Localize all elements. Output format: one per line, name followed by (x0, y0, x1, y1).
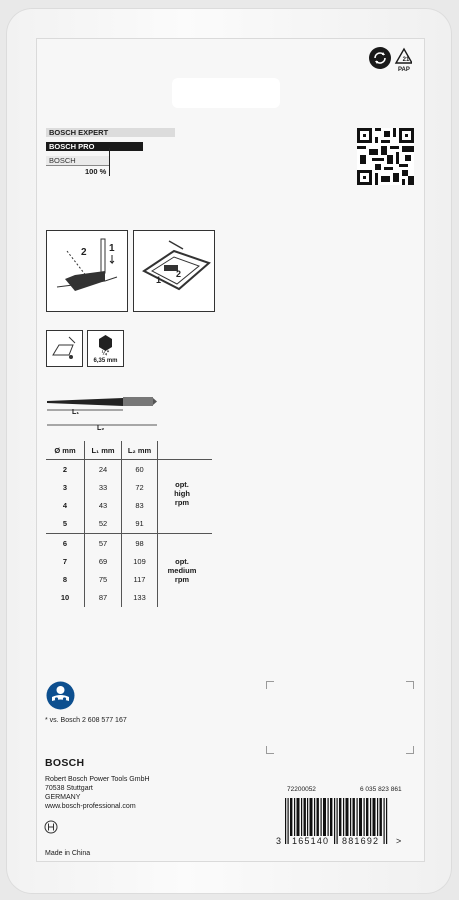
table-row (46, 533, 212, 552)
cell-l1: 33 (85, 478, 122, 496)
header-diameter: Ø mm (46, 441, 85, 460)
cell-l1: 57 (85, 533, 122, 552)
cell-l2: 91 (122, 515, 158, 534)
cell-l1: 87 (85, 589, 122, 607)
label-corner (266, 746, 274, 754)
barcode-digits-left: 165140 (292, 836, 330, 846)
cell-diameter: 2 (46, 460, 85, 479)
address-line: GERMANY (45, 794, 81, 801)
cell-l1: 52 (85, 515, 122, 534)
tier-percent: 100 % (85, 167, 107, 176)
table-row (46, 515, 212, 534)
hang-hole (172, 78, 280, 108)
tier-standard: BOSCH (46, 156, 109, 166)
recycling-code: 21 (402, 57, 410, 63)
material-icon (46, 330, 83, 367)
brand-logo: BOSCH (45, 757, 85, 769)
cell-l2: 72 (122, 478, 158, 496)
table-header-row (46, 441, 212, 460)
article-number: 6 035 823 861 (360, 786, 402, 793)
case-usage-icon (133, 230, 215, 312)
cell-l2: 98 (122, 533, 158, 552)
cell-diameter: 10 (46, 589, 85, 607)
cell-l2: 109 (122, 552, 158, 570)
cell-l1: 43 (85, 497, 122, 515)
address-line: 70538 Stuttgart (45, 785, 93, 792)
cell-l2: 83 (122, 497, 158, 515)
header-l2: L₂ mm (122, 441, 158, 460)
qr-code[interactable] (357, 128, 414, 185)
footnote: * vs. Bosch 2 608 577 167 (45, 717, 127, 724)
tier-marker (109, 148, 110, 176)
rpm-medium-label: opt. medium rpm (167, 557, 197, 584)
l2-label: L₂ (97, 425, 105, 432)
website-link[interactable]: www.bosch-professional.com (45, 803, 136, 810)
address-block (45, 775, 150, 811)
label-corner (266, 681, 274, 689)
cell-l2: 133 (122, 589, 158, 607)
cell-diameter: 3 (46, 478, 85, 496)
cell-l1: 69 (85, 552, 122, 570)
cell-l1: 75 (85, 570, 122, 588)
header-l1: L₁ mm (85, 441, 122, 460)
cell-diameter: 5 (46, 515, 85, 534)
l1-label: L₁ (72, 409, 80, 416)
cell-diameter: 8 (46, 570, 85, 588)
table-row (46, 460, 212, 479)
made-in: Made in China (45, 850, 91, 857)
cell-l1: 24 (85, 460, 122, 479)
drill-usage-icon (46, 230, 128, 312)
barcode-quiet-marker: > (396, 836, 402, 846)
table-row (46, 589, 212, 607)
cell-l2: 60 (122, 460, 158, 479)
svg-text:1: 1 (109, 243, 115, 254)
label-corner (406, 746, 414, 754)
header-rpm (158, 441, 213, 460)
tier-pro: BOSCH PRO (46, 142, 143, 151)
cell-diameter: 4 (46, 497, 85, 515)
label-corner (406, 681, 414, 689)
hex-shank-icon (87, 330, 124, 367)
bosch-armature-icon (44, 820, 58, 834)
hex-mm: 6,35 mm (93, 358, 118, 364)
svg-text:1: 1 (156, 275, 162, 285)
cell-diameter: 7 (46, 552, 85, 570)
internal-code: 72200052 (287, 786, 316, 793)
safety-goggles-icon (46, 681, 75, 710)
recycling-material: PAP (398, 67, 410, 73)
svg-text:2: 2 (176, 269, 182, 279)
barcode-digit-first: 3 (276, 836, 282, 846)
tier-expert: BOSCH EXPERT (46, 128, 175, 137)
cell-diameter: 6 (46, 533, 85, 552)
rpm-high-label: opt. high rpm (174, 480, 190, 507)
svg-text:2: 2 (81, 247, 87, 258)
barcode-digits-right: 881692 (342, 836, 380, 846)
hex-inch: ¼" (101, 351, 110, 357)
cell-l2: 117 (122, 570, 158, 588)
address-line: Robert Bosch Power Tools GmbH (45, 776, 150, 783)
